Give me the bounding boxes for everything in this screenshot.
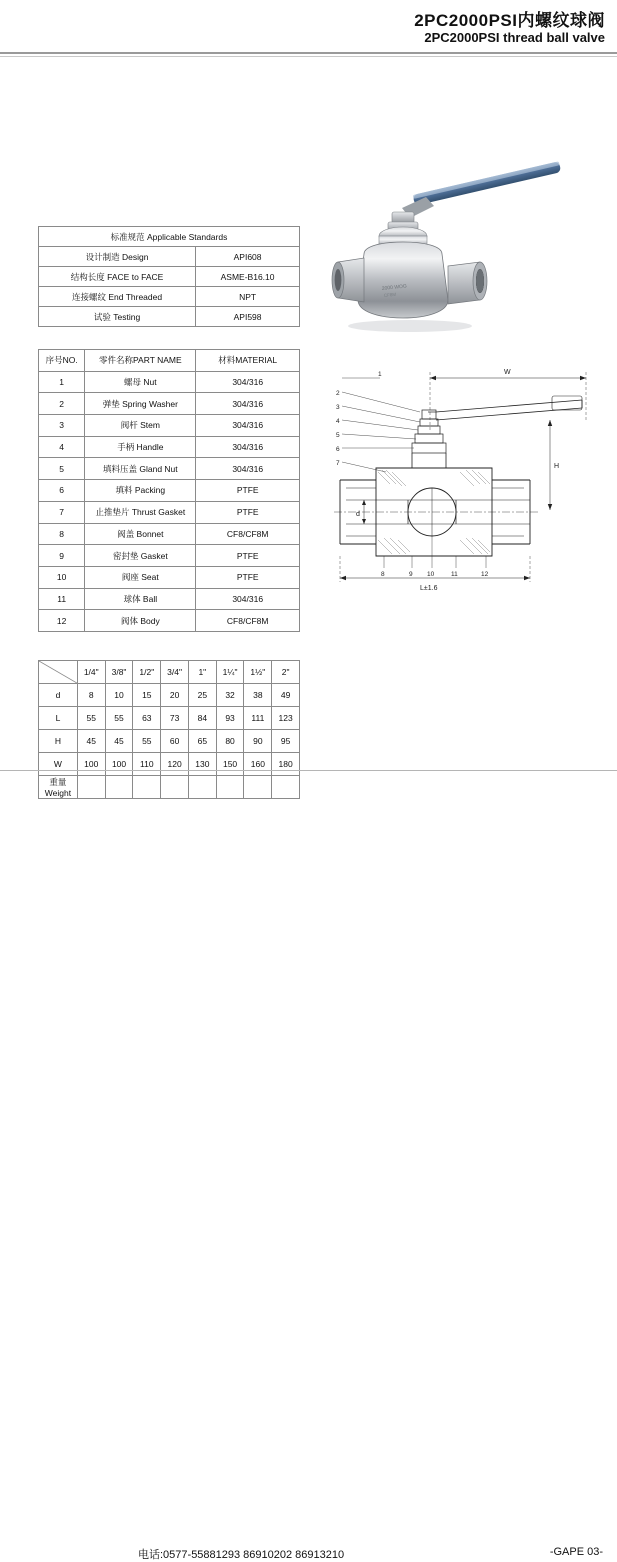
dimension-label: H — [39, 730, 78, 753]
part-material: 304/316 — [196, 458, 300, 480]
table-row — [39, 415, 300, 437]
dimension-value: 84 — [188, 707, 216, 730]
drawing-callout-6: 6 — [336, 446, 340, 453]
part-no: 6 — [39, 480, 85, 502]
svg-text:2000 WOG: 2000 WOG — [381, 283, 408, 292]
diagonal-line-icon — [39, 661, 77, 683]
part-name: 球体 Ball — [85, 588, 196, 610]
svg-text:d: d — [356, 511, 360, 518]
drawing-callout-5: 5 — [336, 432, 340, 439]
part-no: 11 — [39, 588, 85, 610]
table-row — [39, 707, 300, 730]
part-no: 2 — [39, 393, 85, 415]
standards-value: API598 — [196, 307, 300, 327]
part-material: CF8/CF8M — [196, 610, 300, 632]
dimension-value: 15 — [133, 684, 161, 707]
part-name: 止推垫片 Thrust Gasket — [85, 501, 196, 523]
contact-phone: 电话:0577-55881293 86910202 86913210 — [138, 1549, 345, 1561]
table-row — [39, 610, 300, 632]
table-row — [39, 480, 300, 502]
part-no: 10 — [39, 566, 85, 588]
dimension-value: 111 — [244, 707, 272, 730]
svg-text:H: H — [554, 463, 560, 470]
standards-value: API608 — [196, 247, 300, 267]
standards-label: 结构长度 FACE to FACE — [39, 267, 196, 287]
parts-header-name: 零件名称PART NAME — [85, 350, 196, 372]
part-name: 阀盖 Bonnet — [85, 523, 196, 545]
part-name: 阀体 Body — [85, 610, 196, 632]
size-header: 1/2" — [133, 661, 161, 684]
dimension-value: 45 — [105, 730, 133, 753]
dimension-label: W — [39, 753, 78, 776]
standards-label: 连接螺纹 End Threaded — [39, 287, 196, 307]
page-number: -GAPE 03- — [549, 1546, 603, 1558]
part-no: 7 — [39, 501, 85, 523]
part-name: 螺母 Nut — [85, 371, 196, 393]
drawing-callout-11: 11 — [451, 571, 458, 578]
dimension-value: 8 — [77, 684, 105, 707]
dimension-value: 120 — [161, 753, 189, 776]
dimension-value: 32 — [216, 684, 244, 707]
drawing-callout-7: 7 — [336, 460, 340, 467]
table-row — [39, 267, 300, 287]
dimension-value: 95 — [272, 730, 300, 753]
dimension-value: 65 — [188, 730, 216, 753]
part-no: 1 — [39, 371, 85, 393]
part-name: 阀杆 Stem — [85, 415, 196, 437]
table-row — [39, 730, 300, 753]
drawing-callout-3: 3 — [336, 404, 340, 411]
drawing-callout-8: 8 — [381, 571, 385, 578]
part-name: 阀座 Seat — [85, 566, 196, 588]
drawing-callout-1: 1 — [378, 371, 382, 378]
parts-header-material: 材料MATERIAL — [196, 350, 300, 372]
standards-label: 试验 Testing — [39, 307, 196, 327]
header-divider — [0, 52, 617, 54]
part-name: 弹垫 Spring Washer — [85, 393, 196, 415]
part-no: 3 — [39, 415, 85, 437]
size-header: 3/8" — [105, 661, 133, 684]
dimensions-corner-cell — [39, 661, 78, 684]
table-row — [39, 307, 300, 327]
page-footer — [0, 770, 617, 1561]
standards-label: 设计制造 Design — [39, 247, 196, 267]
table-header-row — [39, 350, 300, 372]
dimension-value: 38 — [244, 684, 272, 707]
dimension-label: d — [39, 684, 78, 707]
standards-value: NPT — [196, 287, 300, 307]
dimension-value: 63 — [133, 707, 161, 730]
technical-drawing — [320, 360, 605, 620]
dimension-value: 100 — [105, 753, 133, 776]
standards-table — [38, 226, 300, 327]
drawing-callout-2: 2 — [336, 390, 340, 397]
svg-text:CF8M: CF8M — [383, 291, 397, 298]
size-header: 1½" — [244, 661, 272, 684]
part-material: PTFE — [196, 501, 300, 523]
parts-table — [38, 349, 300, 632]
dimension-value: 110 — [133, 753, 161, 776]
dimension-value: 60 — [161, 730, 189, 753]
dimension-value: 25 — [188, 684, 216, 707]
part-no: 8 — [39, 523, 85, 545]
size-header: 3/4" — [161, 661, 189, 684]
product-photo — [330, 150, 600, 350]
dimension-value: 180 — [272, 753, 300, 776]
table-row — [39, 684, 300, 707]
drawing-callout-12: 12 — [481, 571, 489, 578]
part-material: 304/316 — [196, 588, 300, 610]
dimension-value: 55 — [77, 707, 105, 730]
dimension-value: 150 — [216, 753, 244, 776]
dimension-value: 45 — [77, 730, 105, 753]
part-name: 填料压盖 Gland Nut — [85, 458, 196, 480]
table-header-row — [39, 661, 300, 684]
dimension-value: 20 — [161, 684, 189, 707]
part-material: 304/316 — [196, 436, 300, 458]
table-row — [39, 247, 300, 267]
dimension-value: 73 — [161, 707, 189, 730]
size-header: 1¼" — [216, 661, 244, 684]
table-row — [39, 436, 300, 458]
part-material: 304/316 — [196, 415, 300, 437]
dimension-value: 160 — [244, 753, 272, 776]
size-header: 2" — [272, 661, 300, 684]
part-no: 5 — [39, 458, 85, 480]
standards-value: ASME-B16.10 — [196, 267, 300, 287]
dimension-value: 55 — [133, 730, 161, 753]
part-no: 4 — [39, 436, 85, 458]
part-no: 12 — [39, 610, 85, 632]
table-row — [39, 566, 300, 588]
page-header — [0, 0, 617, 52]
dimension-value: 55 — [105, 707, 133, 730]
part-material: 304/316 — [196, 393, 300, 415]
part-material: 304/316 — [196, 371, 300, 393]
part-material: PTFE — [196, 545, 300, 567]
standards-title: 标准规范 Applicable Standards — [39, 227, 300, 247]
page-title-cn: 2PC2000PSI内螺纹球阀 — [414, 11, 605, 30]
size-header: 1" — [188, 661, 216, 684]
dimension-value: 130 — [188, 753, 216, 776]
table-row — [39, 393, 300, 415]
dimension-label: L — [39, 707, 78, 730]
dimension-value: 80 — [216, 730, 244, 753]
part-material: PTFE — [196, 566, 300, 588]
dimension-value: 93 — [216, 707, 244, 730]
dimension-value: 10 — [105, 684, 133, 707]
svg-text:L±1.6: L±1.6 — [420, 585, 438, 592]
size-header: 1/4" — [77, 661, 105, 684]
table-row — [39, 371, 300, 393]
dimension-label: 重量Weight — [39, 776, 78, 799]
table-row — [39, 523, 300, 545]
table-row — [39, 501, 300, 523]
part-name: 密封垫 Gasket — [85, 545, 196, 567]
dimension-value: 100 — [77, 753, 105, 776]
dimension-value: 49 — [272, 684, 300, 707]
drawing-callout-4: 4 — [336, 418, 340, 425]
header-divider-secondary — [0, 56, 617, 57]
page-title-en: 2PC2000PSI thread ball valve — [424, 30, 605, 45]
part-name: 手柄 Handle — [85, 436, 196, 458]
table-row — [39, 458, 300, 480]
part-material: PTFE — [196, 480, 300, 502]
table-row — [39, 287, 300, 307]
dimension-value: 90 — [244, 730, 272, 753]
drawing-callout-10: 10 — [427, 571, 435, 578]
table-row — [39, 588, 300, 610]
dimension-value: 123 — [272, 707, 300, 730]
part-name: 填料 Packing — [85, 480, 196, 502]
drawing-callout-9: 9 — [409, 571, 413, 578]
table-row — [39, 545, 300, 567]
svg-text:W: W — [504, 369, 511, 376]
part-no: 9 — [39, 545, 85, 567]
parts-header-no: 序号NO. — [39, 350, 85, 372]
part-material: CF8/CF8M — [196, 523, 300, 545]
table-row — [39, 227, 300, 247]
